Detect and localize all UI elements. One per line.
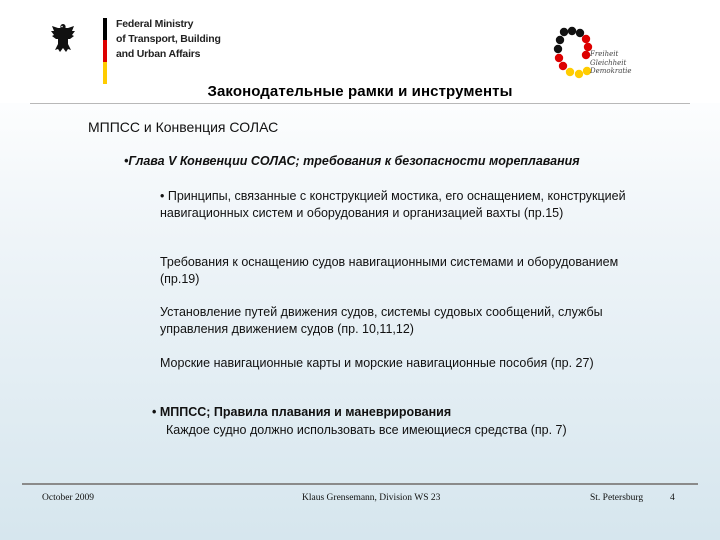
paragraph-equipment-requirements: Требования к оснащению судов навигационными системами и оборудованием (пр.19) bbox=[160, 255, 619, 286]
title-divider bbox=[30, 103, 690, 104]
chapter-heading: •Глава V Конвенции СОЛАС; требования к безопасности мореплавания bbox=[124, 154, 580, 168]
partner-logo-text bbox=[590, 50, 650, 76]
ministry-logo bbox=[28, 14, 221, 84]
slide-subtitle: МППСС и Конвенция СОЛАС bbox=[88, 119, 279, 135]
ministry-name bbox=[116, 17, 236, 62]
ministry-line-3: and Urban Affairs bbox=[116, 48, 201, 60]
german-flag-bar bbox=[103, 18, 107, 84]
ministry-line-2: of Transport, Building bbox=[116, 33, 221, 45]
colreg-heading: • МППСС; Правила плавания и маневрирования bbox=[152, 405, 452, 419]
page-number: 4 bbox=[670, 493, 675, 503]
partner-logo bbox=[550, 24, 640, 84]
paragraph-ship-routing: Установление путей движения судов, системы судовых сообщений, службы управления движением судов (пр. 10,11,12) bbox=[160, 305, 603, 336]
paragraph-bridge-design: • Принципы, связанные с конструкцией мостика, его оснащением, конструкцией навигационных систем и оборудования и организацией вахты (пр.15) bbox=[160, 189, 626, 220]
partner-logo-line-1: Freiheit bbox=[590, 50, 619, 58]
footer-city: St. Petersburg bbox=[590, 493, 644, 503]
footer-divider bbox=[22, 483, 698, 485]
footer-author: Klaus Grensemann, Division WS 23 bbox=[302, 493, 441, 503]
footer-date: October 2009 bbox=[42, 493, 94, 503]
colreg-rule-text: Каждое судно должно использовать все имеющиеся средства (пр. 7) bbox=[166, 423, 567, 437]
partner-logo-line-2: Gleichheit bbox=[590, 58, 627, 67]
federal-eagle-icon bbox=[50, 22, 76, 54]
slide-title: Законодательные рамки и инструменты bbox=[207, 83, 513, 100]
ministry-line-1: Federal Ministry bbox=[116, 18, 194, 30]
partner-logo-line-3: Demokratie bbox=[590, 67, 632, 75]
paragraph-nautical-charts: Морские навигационные карты и морские навигационные пособия (пр. 27) bbox=[160, 356, 594, 370]
